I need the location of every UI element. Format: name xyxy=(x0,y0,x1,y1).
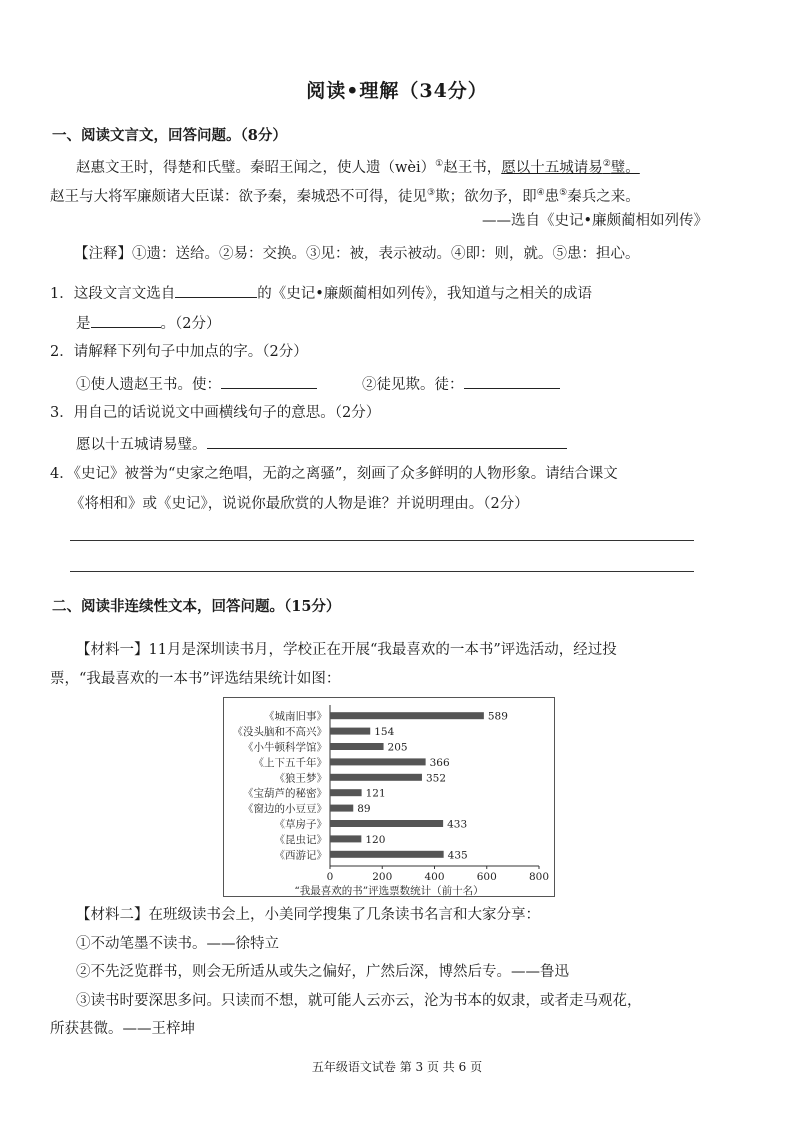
quote-3: ③读书时要深思多问。只读而不想，就可能人云亦云，沦为书本的奴隶，或者走马观花， xyxy=(76,993,642,1009)
question-text: ②徒见欺。徒： xyxy=(362,377,464,393)
category-label: 《昆虫记》 xyxy=(274,833,327,846)
underlined-text: 愿以十五城请易 xyxy=(501,159,603,176)
data-label: 366 xyxy=(429,756,450,769)
data-label: 154 xyxy=(374,726,395,739)
note-marker: ③ xyxy=(427,188,436,198)
question-text: 是 xyxy=(76,316,91,332)
category-label: 《草房子》 xyxy=(274,818,327,831)
data-label: 121 xyxy=(365,787,386,800)
note-marker: ⑤ xyxy=(559,188,568,198)
category-label: 《窗边的小豆豆》 xyxy=(243,803,327,816)
x-tick-label: 400 xyxy=(424,871,445,883)
answer-line[interactable] xyxy=(70,540,694,541)
note-marker: ① xyxy=(435,159,444,169)
data-label: 433 xyxy=(447,818,468,831)
answer-blank[interactable] xyxy=(207,433,567,449)
passage-text: 赵王与大将军廉颇诸大臣谋：欲予秦，秦城恐不可得，徒见 xyxy=(50,188,427,205)
passage-text: 欺；欲勿予，即 xyxy=(435,188,537,205)
question-1 xyxy=(50,282,592,304)
bar xyxy=(330,758,426,765)
material-1-line-1: 【材料一】11月是深圳读书月，学校正在开展“我最喜欢的一本书”评选活动，经过投 xyxy=(76,642,617,658)
quote-3-cont: 所获甚微。——王梓坤 xyxy=(50,1021,195,1037)
bar xyxy=(330,851,444,858)
category-label: 《宝葫芦的秘密》 xyxy=(243,787,327,800)
data-label: 589 xyxy=(487,710,508,723)
x-tick-label: 200 xyxy=(372,871,393,883)
data-label: 352 xyxy=(425,772,447,785)
page-title: 阅读•理解（34分） xyxy=(306,80,488,102)
quote-2: ②不先泛览群书，则会无所适从或失之偏好，广然后深，博然后专。——鲁迅 xyxy=(76,964,569,980)
question-2-a xyxy=(76,373,317,395)
x-axis-label: “我最喜欢的书”评选票数统计（前十名） xyxy=(294,885,484,896)
question-2: 2．请解释下列句子中加点的字。（2分） xyxy=(50,344,308,360)
passage-line-2 xyxy=(50,183,640,207)
bar xyxy=(330,712,484,719)
passage-text: 患 xyxy=(544,188,560,205)
question-4-cont: 《将相和》或《史记》，说说你最欣赏的人物是谁？并说明理由。（2分） xyxy=(70,496,529,512)
question-text: 1．这段文言文选自 xyxy=(50,286,176,302)
answer-blank[interactable] xyxy=(221,373,317,389)
section1-heading: 一、阅读文言文，回答问题。（8分） xyxy=(52,127,287,144)
category-label: 《小牛顿科学馆》 xyxy=(243,741,327,754)
answer-blank[interactable] xyxy=(464,373,560,389)
data-label: 120 xyxy=(365,833,386,846)
question-2-b xyxy=(362,373,560,395)
question-3: 3．用自己的话说说文中画横线句子的意思。（2分） xyxy=(50,405,381,421)
section2-heading: 二、阅读非连续性文本，回答问题。（15分） xyxy=(52,598,341,615)
answer-blank[interactable] xyxy=(91,312,161,328)
note-marker: ② xyxy=(602,159,611,169)
data-label: 435 xyxy=(447,849,468,862)
category-label: 《上下五千年》 xyxy=(253,756,327,769)
question-1-cont xyxy=(76,312,220,334)
quote-1: ①不动笔墨不读书。——徐特立 xyxy=(76,936,279,952)
note-marker: ④ xyxy=(536,188,545,198)
notes: 【注释】①遗：送给。②易：交换。③见：被，表示被动。④即：则，就。⑤患：担心。 xyxy=(74,246,640,262)
passage-source: ——选自《史记•廉颇蔺相如列传》 xyxy=(482,213,709,229)
material-2-line-1: 【材料二】在班级读书会上，小美同学搜集了几条读书名言和大家分享： xyxy=(76,907,540,923)
data-label: 89 xyxy=(357,803,371,816)
question-text: 。（2分） xyxy=(160,316,221,332)
material-1-line-2: 票，“我最喜欢的一本书”评选结果统计如图： xyxy=(50,671,341,687)
bar xyxy=(330,774,422,781)
bar xyxy=(330,728,370,735)
answer-blank[interactable] xyxy=(175,282,257,298)
category-label: 《西游记》 xyxy=(274,849,327,862)
passage-text: 秦兵之来。 xyxy=(567,188,640,205)
question-3-a xyxy=(76,433,567,455)
question-text: 的《史记•廉颇蔺相如列传》，我知道与之相关的成语 xyxy=(257,286,593,302)
x-tick-label: 0 xyxy=(326,871,334,883)
chart-svg xyxy=(224,698,554,896)
bar-chart xyxy=(223,697,555,897)
question-4: 4．《史记》被誉为“史家之绝唱，无韵之离骚”，刻画了众多鲜明的人物形象。请结合课文 xyxy=(50,466,618,482)
question-text: ①使人遗赵王书。使： xyxy=(76,377,221,393)
question-text: 愿以十五城请易璧。 xyxy=(76,437,207,453)
bar xyxy=(330,789,362,796)
bar xyxy=(330,835,361,842)
page-footer: 五年级语文试卷 第 3 页 共 6 页 xyxy=(311,1060,483,1074)
bar xyxy=(330,820,443,827)
underlined-text-end: 璧。 xyxy=(610,159,640,176)
underlined-sentence xyxy=(501,160,640,176)
category-label: 《城南旧事》 xyxy=(264,710,327,723)
passage-text: 赵王书， xyxy=(443,159,502,176)
data-label: 205 xyxy=(387,741,408,754)
passage-text: 赵惠文王时，得楚和氏璧。秦昭王闻之，使人遗（wèi） xyxy=(76,159,436,176)
passage-line-1 xyxy=(76,154,640,178)
x-tick-label: 600 xyxy=(476,871,497,883)
bar xyxy=(330,805,353,812)
x-tick-label: 800 xyxy=(528,871,550,883)
answer-line[interactable] xyxy=(70,571,694,572)
category-label: 《没头脑和不高兴》 xyxy=(232,726,327,739)
category-label: 《狼王梦》 xyxy=(274,772,327,785)
bar xyxy=(330,743,384,750)
